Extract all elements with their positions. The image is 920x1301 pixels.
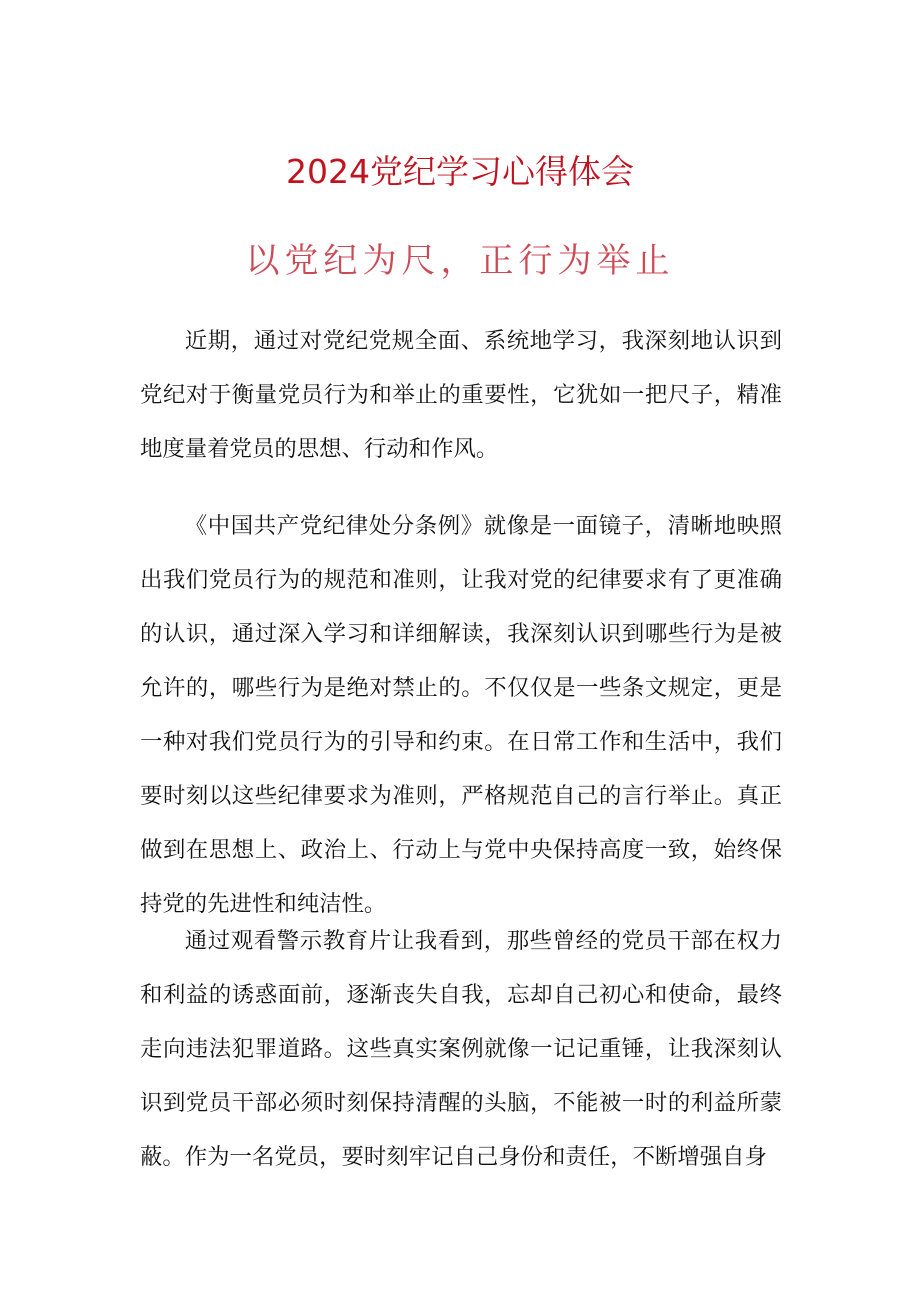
document-subtitle: 以党纪为尺，正行为举止 <box>245 241 675 281</box>
document-title: 2024党纪学习心得体会 <box>286 152 634 191</box>
paragraph-2: 《中国共产党纪律处分条例》就像是一面镜子，清晰地映照出我们党员行为的规范和准则，让我对党的纪律要求有了更准确的认识，通过深入学习和详细解读，我深刻认识到哪些行为是被允许的，哪些行为是绝对禁止的。不仅仅是一些条文规定，更是一种对我们党员行为的引导和约束。在日常工作和生活中，我们要时刻以这些纪律要求为准则，严格规范自己的言行举止。真正做到在思想上、政治上、行动上与党中央保持高度一致，始终保持党的先进性和纯洁性。 <box>140 513 782 917</box>
paragraph-3: 通过观看警示教育片让我看到，那些曾经的党员干部在权力和利益的诱惑面前，逐渐丧失自我，忘却自己初心和使命，最终走向违法犯罪道路。这些真实案例就像一记记重锤，让我深刻认识到党员干部必须时刻保持清醒的头脑，不能被一时的利益所蒙蔽。作为一名党员，要时刻牢记自己身份和责任，不断增强自身 <box>140 928 782 1170</box>
paragraph-1: 近期，通过对党纪党规全面、系统地学习，我深刻地认识到党纪对于衡量党员行为和举止的重要性，它犹如一把尺子，精准地度量着党员的思想、行动和作风。 <box>140 328 782 462</box>
